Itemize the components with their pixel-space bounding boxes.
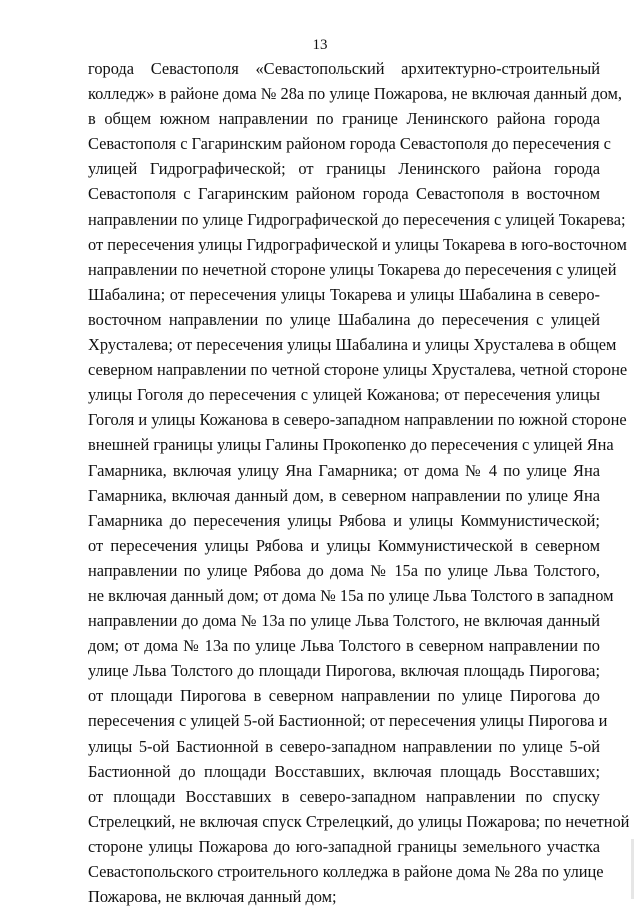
text-line: стороне улицы Пожарова до юго-западной границы земельного участка: [88, 836, 600, 856]
text-line: дом; от дома № 13а по улице Льва Толстого в северном направлении по: [88, 636, 600, 656]
text-line: от площади Восставших в северо-западном направлении по спуску: [88, 786, 600, 806]
text-line: Гамарника до пересечения улицы Рябова и улицы Коммунистической;: [88, 510, 600, 530]
text-line: улицей Гидрографической; от границы Ленинского района города: [88, 159, 600, 179]
text-line: Гамарника, включая улицу Яна Гамарника; от дома № 4 по улице Яна: [88, 460, 600, 480]
text-line: направлении по улице Рябова до дома № 15а по улице Льва Толстого,: [88, 560, 600, 580]
text-line: улицы Гоголя до пересечения с улицей Кожанова; от пересечения улицы: [88, 385, 600, 405]
text-line: внешней границы улицы Галины Прокопенко до пересечения с улицей Яна: [88, 435, 614, 455]
text-line: направлении до дома № 13а по улице Льва Толстого, не включая данный: [88, 611, 600, 631]
text-line: направлении по нечетной стороне улицы Токарева до пересечения с улицей: [88, 259, 617, 279]
text-line: в общем южном направлении по границе Ленинского района города: [88, 109, 600, 129]
text-line: Шабалина; от пересечения улицы Токарева и улицы Шабалина в северо-: [88, 284, 600, 304]
text-line: Бастионной до площади Восставших, включая площадь Восставших;: [88, 761, 600, 781]
text-line: не включая данный дом; от дома № 15а по улице Льва Толстого в западном: [88, 585, 614, 605]
text-line: Севастопольского строительного колледжа в районе дома № 28а по улице: [88, 862, 604, 881]
text-line: улице Льва Толстого до площади Пирогова, включая площадь Пирогова;: [88, 661, 600, 681]
text-line: Севастополя с Гагаринским районом города Севастополя в восточном: [88, 184, 600, 204]
text-line: восточном направлении по улице Шабалина до пересечения с улицей: [88, 309, 600, 329]
text-line: Севастополя с Гагаринским районом города Севастополя до пересечения с: [88, 134, 611, 154]
text-line: колледж» в районе дома № 28а по улице Пожарова, не включая данный дом,: [88, 84, 623, 104]
text-line: от площади Пирогова в северном направлении по улице Пирогова до: [88, 686, 600, 706]
text-line: северном направлении по четной стороне улицы Хрусталева, четной стороне: [88, 360, 628, 380]
text-line: от пересечения улицы Рябова и улицы Коммунистической в северном: [88, 535, 600, 555]
text-line: Гоголя и улицы Кожанова в северо-западном направлении по южной стороне: [88, 410, 627, 430]
page-number: 13: [312, 37, 328, 53]
scan-edge-mark: [631, 839, 634, 899]
body-paragraph: [88, 56, 630, 909]
text-line: города Севастополя «Севастопольский архитектурно-строительный: [88, 59, 600, 78]
text-line: пересечения с улицей 5-ой Бастионной; от пересечения улицы Пирогова и: [88, 711, 608, 731]
text-line: Гамарника, включая данный дом, в северном направлении по улице Яна: [88, 485, 600, 505]
text-line: улицы 5-ой Бастионной в северо-западном направлении по улице 5-ой: [88, 736, 600, 756]
text-line: Стрелецкий, не включая спуск Стрелецкий, до улицы Пожарова; по нечетной: [88, 811, 630, 831]
text-line: Хрусталева; от пересечения улицы Шабалина и улицы Хрусталева в общем: [88, 335, 617, 355]
text-line: Пожарова, не включая данный дом;: [88, 887, 337, 907]
text-line: направлении по улице Гидрографической до пересечения с улицей Токарева;: [88, 209, 626, 229]
text-line: от пересечения улицы Гидрографической и улицы Токарева в юго-восточном: [88, 234, 627, 254]
